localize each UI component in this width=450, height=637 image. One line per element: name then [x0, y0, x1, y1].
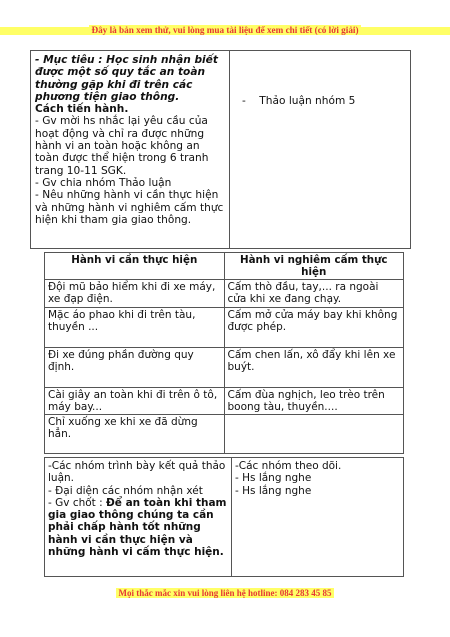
teacher-activity-cell: [31, 51, 230, 249]
bullet-dash: -: [242, 95, 260, 107]
teacher-summary-label: - Gv chốt :: [48, 496, 106, 509]
prohibited-behavior-cell: Cấm thò đầu, tay,... ra ngoài cửa khi xe đang chạy.: [224, 280, 404, 308]
method-heading: Cách tiến hành.: [35, 103, 129, 116]
table-row: [45, 307, 404, 347]
behavior-table: [44, 252, 404, 454]
objective-text: - Mục tiêu : Học sinh nhận biết được một số quy tắc an toàn thường gặp khi đi trên các phương tiện giao thông.: [35, 54, 218, 103]
prohibited-behavior-cell: [224, 415, 404, 454]
conclusion-line: [48, 497, 228, 558]
hotline-text: Mọi thắc mắc xin vui lòng liên hệ hotline: 084 283 45 85: [118, 588, 332, 598]
preview-banner-text: Đây là bản xem thử, vui lòng mua tài liệu để xem chi tiết (có lời giải): [91, 25, 359, 35]
table-row: [45, 280, 404, 308]
step-item: - Gv mời hs nhắc lại yêu cầu của hoạt động và chỉ ra được những hành vi an toàn hoặc không an toàn được thể hiện trong 6 tranh trang 10-11 SGK.: [35, 115, 209, 177]
response-line: - Hs lắng nghe: [235, 484, 312, 497]
required-behavior-cell: Đội mũ bảo hiểm khi đi xe máy, xe đạp điện.: [45, 280, 225, 308]
table-row: [45, 387, 404, 415]
student-response-cell: [232, 458, 404, 577]
student-activity-cell: [230, 51, 411, 249]
header-required-behaviors: Hành vi cần thực hiện: [45, 253, 225, 280]
table-row: [45, 347, 404, 387]
conclusion-line: -Các nhóm trình bày kết quả thảo luận.: [48, 460, 226, 485]
lesson-activity-row: [31, 51, 411, 249]
required-behavior-cell: Đi xe đúng phần đường quy định.: [45, 347, 225, 387]
required-behavior-cell: Mặc áo phao khi đi trên tàu, thuyền ...: [45, 307, 225, 347]
hotline-banner: [0, 588, 450, 598]
table-row: [45, 415, 404, 454]
conclusion-table: [44, 457, 404, 577]
prohibited-behavior-cell: Cấm đùa nghịch, leo trèo trên boong tàu, thuyền....: [224, 387, 404, 415]
prohibited-behavior-cell: Cấm chen lấn, xô đẩy khi lên xe buýt.: [224, 347, 404, 387]
step-item: - Nêu những hành vi cần thực hiện và những hành vi nghiêm cấm thực hiện khi tham gia giao thông.: [35, 189, 224, 226]
required-behavior-cell: Chỉ xuống xe khi xe đã dừng hẳn.: [45, 415, 225, 454]
prohibited-behavior-cell: Cấm mở cửa máy bay khi không được phép.: [224, 307, 404, 347]
conclusion-row: [45, 458, 404, 577]
preview-banner: [0, 25, 450, 35]
teacher-conclusion-cell: [45, 458, 232, 577]
student-activity-text: Thảo luận nhóm 5: [259, 95, 356, 107]
behavior-header-row: [45, 253, 404, 280]
step-item: - Gv chia nhóm Thảo luận: [35, 176, 172, 189]
required-behavior-cell: Cài giây an toàn khi đi trên ô tô, máy bay...: [45, 387, 225, 415]
response-line: -Các nhóm theo dõi.: [235, 460, 342, 472]
response-line: - Hs lắng nghe: [235, 472, 312, 485]
header-prohibited-behaviors: Hành vi nghiêm cấm thực hiện: [224, 253, 404, 280]
conclusion-line: - Đại diện các nhóm nhận xét: [48, 484, 203, 497]
safety-conclusion-text: Để an toàn khi tham gia giao thông chúng ta cần phải chấp hành tốt những hành vi cần thực hiện và những hành vi cấm thực hiện.: [48, 496, 227, 559]
lesson-activity-table: [30, 50, 411, 249]
